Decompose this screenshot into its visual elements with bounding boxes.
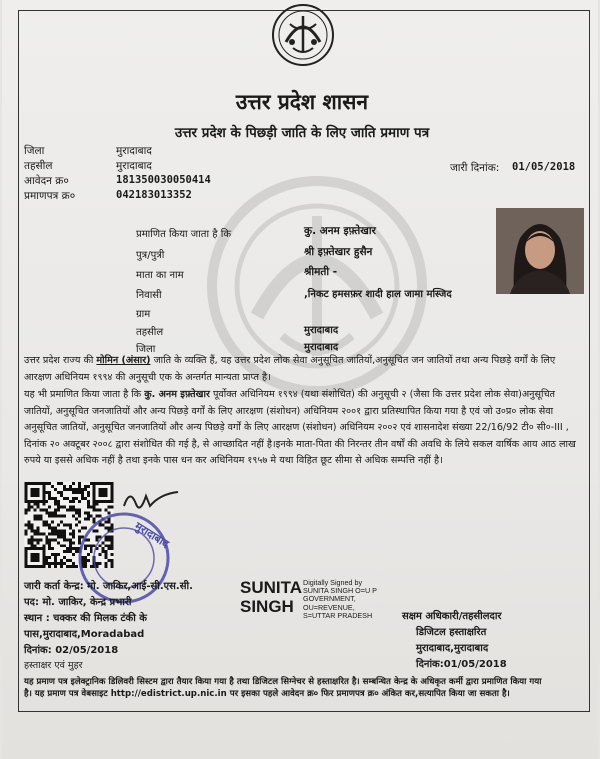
tehsil-label: तहसील [24,160,53,172]
creamy-layer-statement [24,387,584,470]
up-government-emblem-icon [260,2,346,68]
caste-statement [24,353,584,386]
certificate-no: 042183013352 [116,189,192,201]
issuer-date: दिनांक: 02/05/2018 [24,645,119,656]
tehsil-value: मुरादाबाद [116,160,152,172]
footer-note-line: है। यह प्रमाण पत्र वेबसाइट http://edistrict.up.nic.in पर इसका पहले आवेदन क्र० फिर प्रमाणपत्र क्र० अंकित कर,सत्यापित किया जा सकता है। [24,689,510,699]
caste-statement-suffix: जाति के व्यक्ति हैं, यह उत्तर प्रदेश लोक सेवा अनुसूचित जातियों,अनुसूचित जन जातियों तथा अन्य पिछड़े वर्गों के लिए आरक्षण अधिनियम १९९४ की अनुसूची एक के अन्तर्गत मान्यता प्राप्त है। [24,355,556,383]
authority-location: मुरादाबाद,मुरादाबाद [416,643,489,654]
certified-value: कु. अनम इफ़्तेखार [304,225,376,237]
digital-signer-name [240,578,302,616]
parent-label: पुत्र/पुत्री [136,250,165,261]
signature-icon [120,484,182,516]
applicant-photo [496,208,584,294]
applicant-portrait-icon [496,208,584,294]
certificate-subtitle: उत्तर प्रदेश के पिछड़ी जाति के लिए जाति प्रमाण पत्र [174,125,430,141]
mother-label: माता का नाम [136,270,184,281]
authority-signed: डिजिटल हस्ताक्षरित [416,627,487,638]
digital-signature-line: OU=REVENUE, [303,602,355,612]
creamy-layer-name: कु. अनम इफ़्तेखार [144,389,210,400]
certificate-title: उत्तर प्रदेश शासन [235,90,369,114]
creamy-layer-suffix: पूर्वोक्त अधिनियम १९९४ (यथा संशोधित) की अनुसूची २ (जैसा कि उत्तर प्रदेश लोक सेवा)अनुसूचित जातियों, अनुसूचित जनजातियों और अन्य पिछड़े वर्गों के लिए आरक्षण (संशोधन) अधिनियम २००१ द्वारा प्रतिस्थापित किया गया है एवं जो उ०प्र० लोक सेवा अनुसूचित जातियों, अनुसूचित जनजातियों और अन्य पिछड़े वर्गों के लिए आरक्षण (संशोधन) अधिनियम २००२ एवं शासनादेश संख्या 22/16/92 टी० सी०-III , दिनांक २० अक्टूबर २००८ द्वारा संशोधित की गई है, से आच्छादित नहीं है।इनके माता-पिता की निरन्तर तीन वर्षों की अवधि के लिये सकल वार्षिक आय आठ लाख रुपये या इससे अधिक नहीं है तथा इनके पास धन कर अधिनियम १९५७ मे यथा विहित छूट सीमा से अधिक सम्पत्ति नहीं है। [24,389,576,466]
district-value: मुरादाबाद [116,145,152,157]
application-no: 181350030050414 [116,174,211,186]
footer-note-line: यह प्रमाण पत्र इलेक्ट्रानिक डिलिवरी सिस्टम द्वारा तैयार किया गया है तथा डिजिटल सिग्नेचर से हस्ताक्षरित है। सम्बन्धित केन्द्र के अधिकृत कर्मी द्वारा प्रमाणित किया गया [24,677,542,687]
district-label: जिला [24,145,45,157]
digital-signer-first-name: SUNITA [240,578,303,597]
resident-label: निवासी [136,290,162,301]
creamy-layer-prefix: यह भी प्रमाणित किया जाता है कि [24,389,145,400]
digital-signature-line: SUNITA SINGH O=U P [303,586,377,596]
district2-label: जिला [136,344,156,355]
issue-date: 01/05/2018 [512,161,576,173]
digital-signature-details [303,579,377,620]
footer-note [24,676,584,700]
authority-date: दिनांक:01/05/2018 [416,659,507,670]
certificate-no-label: प्रमाणपत्र क्र० [24,190,76,202]
resident-value: ,निकट हमसफ़र शादी हाल जामा मस्जिद [304,289,452,300]
certificate-page [2,0,598,759]
digital-signer-last-name: SINGH [240,597,294,616]
certified-label: प्रमाणित किया जाता है कि [136,229,232,240]
digital-signature-line: GOVERNMENT, [303,594,356,604]
application-no-label: आवेदन क्र० [24,175,69,187]
seal-text: मुरादाबाद [132,519,172,551]
district2-value: मुरादाबाद [304,342,339,353]
tehsil2-value: मुरादाबाद [304,325,339,336]
caste-statement-prefix: उत्तर प्रदेश राज्य की [24,355,97,366]
digital-signature-line: S=UTTAR PRADESH [303,610,373,620]
parent-value: श्री इफ़्तेखार हुसैन [304,246,373,258]
village-label: ग्राम [136,309,151,320]
tehsil2-label: तहसील [136,327,164,338]
caste-name: मोमिन (अंसार) [96,355,151,366]
issuer-place-2: पास,मुरादाबाद,Moradabad [24,629,145,640]
issue-date-label: जारी दिनांक: [450,162,500,174]
issuer-center: जारी कर्ता केन्द्र: मो. जाकिर,आई-सी.एस.सी. [24,581,193,592]
issuer-place: स्थान : चक्कर की मिलक टंकी के [24,613,147,624]
issuer-sign-label: हस्ताक्षर एवं मुहर [24,660,83,671]
authority-title: सक्षम अधिकारी/तहसीलदार [402,611,502,622]
digital-signature-line: Digitally Signed by [303,578,363,587]
mother-value: श्रीमती - [304,266,338,278]
issuer-post: पद: मो. जाकिर, केन्द्र प्रभारी [24,597,132,608]
